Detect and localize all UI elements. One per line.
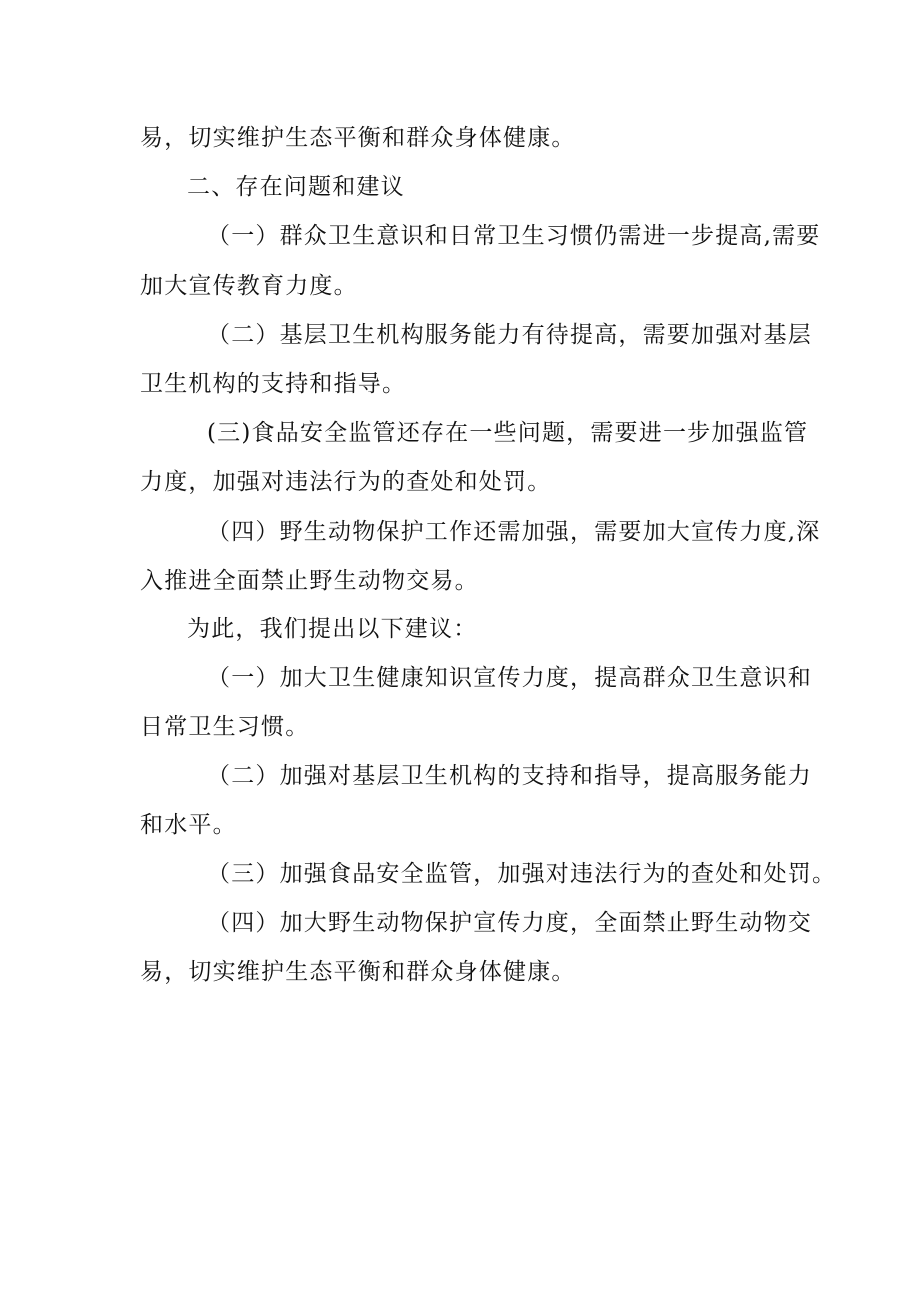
text-line: （三）加强食品安全监管，加强对违法行为的查处和处罚。 xyxy=(207,861,837,887)
text-line: 入推进全面禁止野生动物交易。 xyxy=(140,568,479,594)
section-heading: 二、存在问题和建议 xyxy=(187,174,405,200)
text-line: 易，切实维护生态平衡和群众身体健康。 xyxy=(140,125,576,151)
text-line: 和水平。 xyxy=(140,812,237,838)
text-line: 日常卫生习惯。 xyxy=(140,714,310,740)
text-line: 卫生机构的支持和指导。 xyxy=(140,371,407,397)
text-line: （一）群众卫生意识和日常卫生习惯仍需进一步提高,需要 xyxy=(207,223,821,249)
text-line: 为此，我们提出以下建议： xyxy=(187,616,478,642)
text-line: 力度，加强对违法行为的查处和处罚。 xyxy=(140,469,552,495)
text-line: （四）野生动物保护工作还需加强，需要加大宣传力度,深 xyxy=(207,519,821,545)
text-line: （一）加大卫生健康知识宣传力度，提高群众卫生意识和 xyxy=(207,665,812,691)
text-line: 易，切实维护生态平衡和群众身体健康。 xyxy=(140,959,576,985)
text-line: （二）基层卫生机构服务能力有待提高，需要加强对基层 xyxy=(207,322,812,348)
text-line: 加大宣传教育力度。 xyxy=(140,273,358,299)
text-line: （二）加强对基层卫生机构的支持和指导，提高服务能力 xyxy=(207,763,812,789)
text-line: (三)食品安全监管还存在一些问题，需要进一步加强监管 xyxy=(207,420,809,446)
text-line: （四）加大野生动物保护宣传力度，全面禁止野生动物交 xyxy=(207,910,812,936)
